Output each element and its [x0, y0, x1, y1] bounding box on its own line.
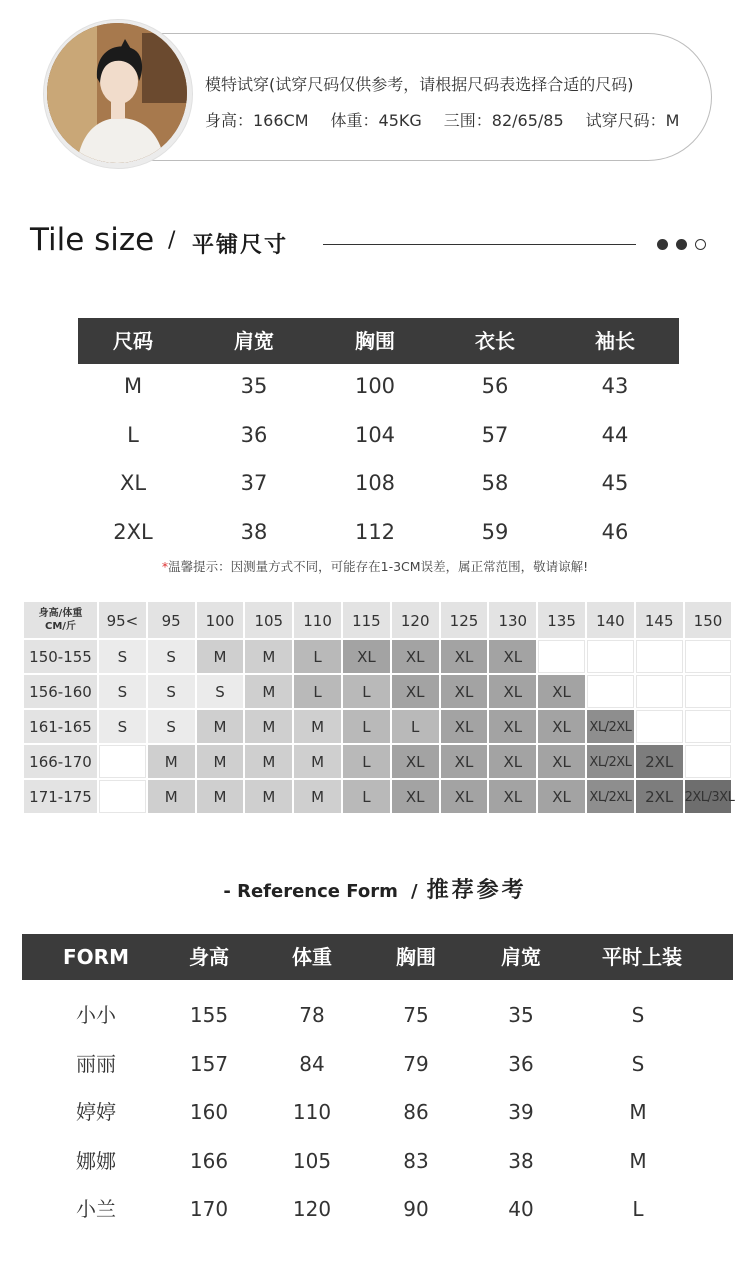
grid-size-cell: M [294, 745, 343, 780]
tile-cell-size: L [127, 422, 139, 447]
tile-cell-shoulder: 35 [240, 374, 268, 398]
reference-cell-chest: 86 [403, 1100, 429, 1124]
grid-size-cell: M [294, 780, 343, 815]
grid-size-cell: M [245, 710, 294, 745]
tip-text: 温馨提示：因测量方式不同，可能存在1-3CM误差，属正常范围，敬请谅解! [168, 559, 589, 574]
reference-cell-usual-top: S [631, 1051, 645, 1076]
grid-size-cell: 2XL/3XL [685, 780, 734, 815]
grid-size-cell: XL [538, 745, 587, 780]
tile-cell-length: 58 [481, 471, 509, 495]
grid-weight-header: 95 [148, 602, 197, 640]
grid-weight-header: 95< [99, 602, 148, 640]
grid-size-cell: M [148, 780, 197, 815]
reference-cell-height: 157 [189, 1051, 229, 1076]
grid-size-cell: 2XL [636, 745, 685, 780]
tile-cell-shoulder: 36 [240, 422, 268, 447]
reference-cell-weight: 84 [299, 1051, 325, 1076]
model-fit-note: 模特试穿(试穿尺码仅供参考，请根据尺码表选择合适的尺码) [205, 75, 634, 94]
tile-cell-size: 2XL [113, 519, 153, 544]
tile-cell-sleeve: 46 [601, 519, 629, 544]
grid-size-cell [636, 640, 685, 675]
tile-cell-sleeve: 45 [601, 471, 629, 495]
size-recommend-grid [24, 602, 733, 814]
grid-weight-header: 140 [587, 602, 636, 640]
model-stats [205, 108, 701, 131]
grid-size-cell: XL [489, 710, 538, 745]
decor-dot-3 [695, 239, 706, 250]
grid-size-cell: S [148, 710, 197, 745]
grid-size-cell: M [197, 780, 246, 815]
grid-size-cell: M [245, 640, 294, 675]
reference-cell-chest: 90 [403, 1197, 429, 1221]
grid-size-cell: M [245, 780, 294, 815]
tile-cell-length: 59 [481, 519, 509, 544]
ref-header-form: FORM [63, 945, 129, 969]
ref-header-shoulder: 肩宽 [501, 945, 541, 969]
grid-size-cell: XL [538, 780, 587, 815]
grid-size-cell: XL [343, 640, 392, 675]
model-height: 身高：166CM [205, 111, 309, 130]
grid-height-label: 166-170 [24, 745, 99, 780]
grid-size-cell: M [197, 710, 246, 745]
grid-size-cell [99, 780, 148, 815]
grid-weight-header: 100 [197, 602, 246, 640]
grid-height-label: 161-165 [24, 710, 99, 745]
tile-table-header [78, 318, 679, 364]
grid-size-cell: XL [441, 745, 490, 780]
tile-cell-sleeve: 43 [601, 374, 629, 398]
reference-table-body [22, 995, 733, 1235]
reference-cell-usual-top: M [629, 1100, 647, 1124]
grid-size-cell: L [343, 780, 392, 815]
tile-cell-size: XL [119, 471, 147, 495]
reference-cell-shoulder: 39 [508, 1100, 534, 1124]
section-divider-line [323, 244, 636, 245]
decor-dot-2 [676, 239, 687, 250]
reference-cell-weight: 78 [299, 1003, 325, 1027]
reference-cell-shoulder: 40 [508, 1197, 534, 1221]
grid-size-cell [685, 640, 734, 675]
reference-cell-chest: 79 [403, 1051, 429, 1076]
reference-cell-height: 170 [189, 1197, 229, 1221]
grid-size-cell: XL [489, 675, 538, 710]
grid-size-cell: M [294, 710, 343, 745]
tile-cell-sleeve: 44 [601, 422, 629, 447]
tile-header-length: 衣长 [475, 329, 515, 353]
grid-size-cell: S [99, 710, 148, 745]
tile-cell-chest: 112 [354, 519, 396, 544]
reference-cell-usual-top: L [632, 1197, 644, 1221]
grid-size-cell [99, 745, 148, 780]
grid-size-cell: XL/2XL [587, 780, 636, 815]
tile-cell-length: 56 [481, 374, 509, 398]
grid-weight-header: 110 [294, 602, 343, 640]
grid-weight-header: 130 [489, 602, 538, 640]
grid-size-cell: XL/2XL [587, 710, 636, 745]
grid-size-cell: S [148, 675, 197, 710]
grid-size-cell [538, 640, 587, 675]
grid-size-cell: L [343, 675, 392, 710]
ref-header-chest: 胸围 [396, 945, 436, 969]
grid-size-cell [636, 710, 685, 745]
grid-corner-bottom: CM/斤 [45, 621, 76, 632]
grid-size-cell [636, 675, 685, 710]
grid-size-cell: S [99, 675, 148, 710]
model-try-size: 试穿尺码：M [585, 111, 680, 130]
grid-size-cell: L [392, 710, 441, 745]
grid-size-cell: XL [392, 675, 441, 710]
grid-size-cell: L [294, 675, 343, 710]
grid-size-cell [685, 745, 734, 780]
grid-weight-header: 115 [343, 602, 392, 640]
grid-size-cell: S [148, 640, 197, 675]
ref-header-weight: 体重 [292, 945, 332, 969]
grid-size-cell: XL [441, 640, 490, 675]
tile-header-sleeve: 袖长 [595, 329, 635, 353]
grid-size-cell: L [343, 710, 392, 745]
grid-size-cell: M [245, 745, 294, 780]
grid-height-label: 171-175 [24, 780, 99, 815]
grid-size-cell: L [294, 640, 343, 675]
tile-cell-chest: 108 [354, 471, 396, 495]
grid-weight-header: 135 [538, 602, 587, 640]
reference-title-en: - Reference Form [223, 881, 398, 902]
measurement-tip [0, 557, 750, 575]
grid-size-cell: M [197, 745, 246, 780]
grid-size-cell [685, 675, 734, 710]
reference-table-header [22, 934, 733, 980]
reference-cell-usual-top: M [629, 1148, 647, 1173]
grid-corner-label [24, 602, 99, 640]
reference-cell-form: 娜娜 [76, 1148, 116, 1173]
reference-cell-height: 155 [189, 1003, 229, 1027]
reference-title-slash: / [410, 881, 418, 902]
grid-size-cell: L [343, 745, 392, 780]
grid-size-cell [685, 710, 734, 745]
tile-cell-shoulder: 38 [240, 519, 268, 544]
reference-cell-height: 160 [189, 1100, 229, 1124]
tile-header-size: 尺码 [113, 329, 153, 353]
reference-cell-weight: 105 [292, 1148, 332, 1173]
grid-weight-header: 145 [636, 602, 685, 640]
grid-size-cell: XL [392, 780, 441, 815]
reference-cell-shoulder: 38 [508, 1148, 534, 1173]
tile-cell-chest: 100 [354, 374, 396, 398]
reference-title [0, 873, 750, 904]
reference-cell-shoulder: 35 [508, 1003, 534, 1027]
grid-size-cell: M [197, 640, 246, 675]
grid-weight-header: 125 [441, 602, 490, 640]
grid-size-cell: XL [489, 640, 538, 675]
reference-cell-weight: 120 [292, 1197, 332, 1221]
grid-height-label: 156-160 [24, 675, 99, 710]
tile-cell-shoulder: 37 [240, 471, 268, 495]
tile-header-chest: 胸围 [355, 329, 395, 353]
section-title-slash: / [168, 228, 176, 253]
model-avatar [47, 23, 187, 163]
ref-header-usual-top: 平时上装 [602, 945, 682, 969]
ref-header-height: 身高 [189, 945, 229, 969]
model-measurements: 三围：82/65/85 [443, 111, 564, 130]
grid-corner-top: 身高/体重 [38, 608, 83, 619]
grid-size-cell: M [148, 745, 197, 780]
grid-size-cell: XL [392, 745, 441, 780]
grid-size-cell: XL [441, 710, 490, 745]
reference-cell-weight: 110 [292, 1100, 332, 1124]
grid-weight-header: 150 [685, 602, 734, 640]
grid-size-cell [587, 675, 636, 710]
reference-cell-form: 丽丽 [76, 1051, 116, 1076]
reference-cell-chest: 75 [403, 1003, 429, 1027]
grid-size-cell: XL/2XL [587, 745, 636, 780]
reference-cell-usual-top: S [631, 1003, 645, 1027]
model-photo [47, 23, 187, 163]
grid-size-cell: XL [441, 780, 490, 815]
grid-size-cell: S [99, 640, 148, 675]
reference-cell-chest: 83 [403, 1148, 429, 1173]
section-title-cn: 平铺尺寸 [192, 233, 289, 258]
grid-weight-header: 120 [392, 602, 441, 640]
grid-size-cell [587, 640, 636, 675]
grid-size-cell: XL [489, 745, 538, 780]
grid-size-cell: 2XL [636, 780, 685, 815]
model-info-card [150, 33, 712, 161]
reference-title-cn: 推荐参考 [426, 878, 527, 903]
grid-size-cell: S [197, 675, 246, 710]
tile-cell-chest: 104 [354, 422, 396, 447]
section-title-en: Tile size [30, 222, 155, 258]
reference-cell-shoulder: 36 [508, 1051, 534, 1076]
reference-cell-form: 小兰 [76, 1197, 116, 1221]
tile-cell-length: 57 [481, 422, 509, 447]
grid-size-cell: XL [538, 710, 587, 745]
grid-size-cell: XL [392, 640, 441, 675]
grid-height-label: 150-155 [24, 640, 99, 675]
tile-cell-size: M [123, 374, 143, 398]
reference-cell-form: 婷婷 [76, 1100, 116, 1124]
grid-size-cell: XL [489, 780, 538, 815]
grid-size-cell: XL [441, 675, 490, 710]
tile-header-shoulder: 肩宽 [234, 329, 274, 353]
tile-table-body [78, 364, 679, 554]
grid-size-cell: XL [538, 675, 587, 710]
reference-cell-form: 小小 [76, 1003, 116, 1027]
grid-weight-header: 105 [245, 602, 294, 640]
model-weight: 体重：45KG [330, 111, 422, 130]
reference-cell-height: 166 [189, 1148, 229, 1173]
decor-dot-1 [657, 239, 668, 250]
grid-size-cell: M [245, 675, 294, 710]
tip-star: * [161, 559, 169, 574]
